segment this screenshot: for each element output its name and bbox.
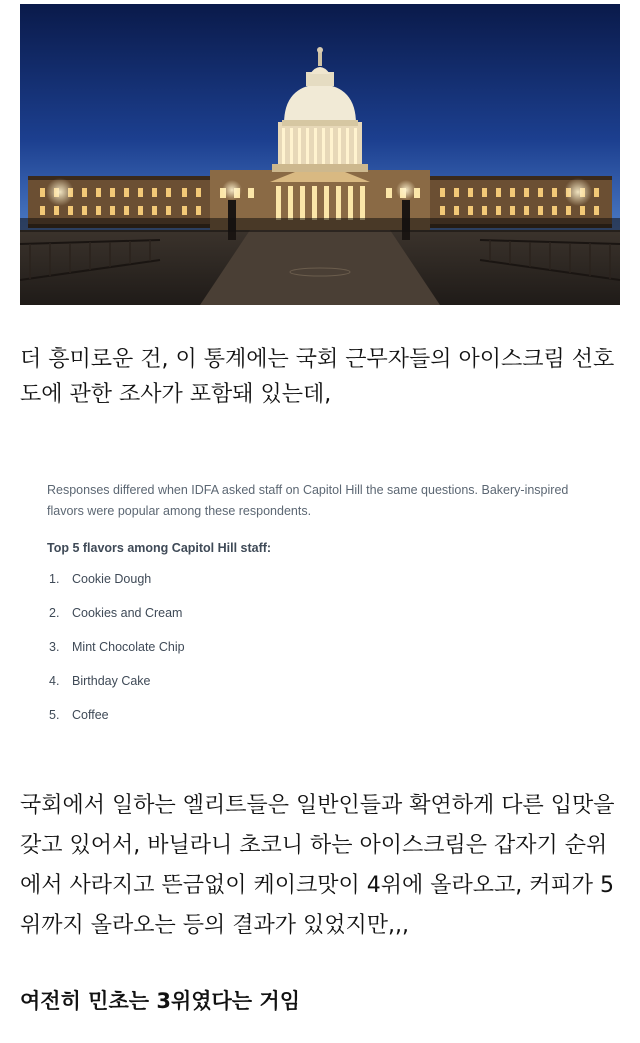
list-item-label: Mint Chocolate Chip: [72, 640, 185, 654]
list-item-number: 5.: [49, 708, 60, 722]
survey-intro-text: Responses differed when IDFA asked staff on Capitol Hill the same questions. Bakery-inspired flavors were popular among these respondents.: [47, 483, 569, 518]
analysis-paragraph: 국회에서 일하는 엘리트들은 일반인들과 확연하게 다른 입맛을 갖고 있어서, 바닐라니 초코니 하는 아이스크림은 갑자기 순위에서 사라지고 뜬금없이 케이크맛이 4위에 올라오고, 커피가 5위까지 올라오는 등의 결과가 있었지만,,,: [20, 793, 615, 938]
list-item: [47, 707, 607, 741]
list-item-label: Cookie Dough: [72, 572, 152, 586]
list-item: [47, 571, 607, 605]
list-item-number: 1.: [49, 572, 60, 586]
list-item-label: Cookies and Cream: [72, 606, 183, 620]
list-item: [47, 673, 607, 707]
list-item-number: 4.: [49, 674, 60, 688]
list-item-label: Coffee: [72, 708, 109, 722]
survey-heading: Top 5 flavors among Capitol Hill staff:: [47, 541, 272, 555]
list-item-label: Birthday Cake: [72, 674, 151, 688]
intro-paragraph: 더 흥미로운 건, 이 통계에는 국회 근무자들의 아이스크림 선호도에 관한 조사가 포함돼 있는데,: [20, 347, 615, 407]
list-item: [47, 639, 607, 673]
list-item-number: 2.: [49, 606, 60, 620]
capitol-photo: [20, 4, 620, 305]
flavor-survey-excerpt: [47, 480, 607, 741]
flavor-list: [47, 571, 607, 741]
list-item: [47, 605, 607, 639]
conclusion-paragraph: 여전히 민초는 3위였다는 거임: [20, 989, 300, 1013]
list-item-number: 3.: [49, 640, 60, 654]
